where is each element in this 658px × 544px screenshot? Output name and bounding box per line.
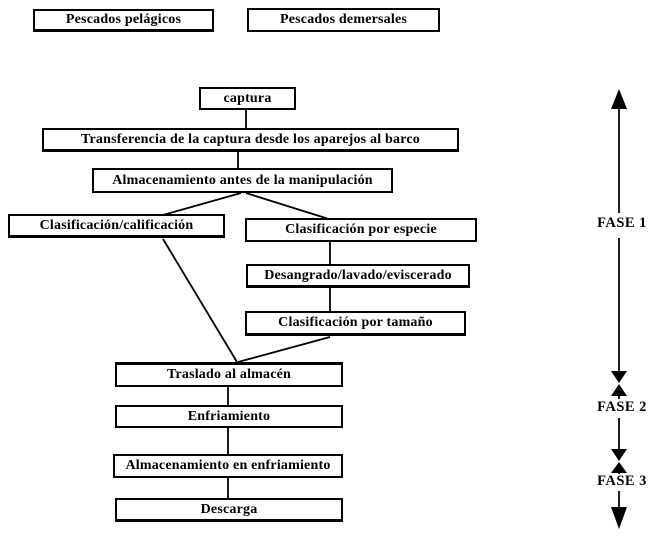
node-almacenamiento-enfriamiento: Almacenamiento en enfriamiento — [113, 454, 343, 478]
node-captura: captura — [199, 87, 296, 110]
legend-pescados-pelagicos: Pescados pelágicos — [33, 9, 214, 32]
node-clasificacion-especie: Clasificación por especie — [245, 218, 477, 242]
phase-divider-1-icon — [611, 384, 627, 396]
phase-arrow — [611, 89, 627, 529]
node-clasificacion-calificacion: Clasificación/calificación — [8, 214, 225, 238]
legend-pescados-demersales: Pescados demersales — [247, 8, 440, 32]
phase-label-fase-1: FASE 1 — [590, 216, 654, 232]
node-transferencia: Transferencia de la captura desde los aparejos al barco — [42, 128, 459, 152]
node-desangrado: Desangrado/lavado/eviscerado — [246, 264, 470, 288]
node-almacenamiento-antes: Almacenamiento antes de la manipulación — [92, 168, 393, 193]
phase-divider-2-icon — [611, 449, 627, 461]
node-traslado: Traslado al almacén — [115, 362, 343, 387]
phase-label-fase-2: FASE 2 — [590, 400, 654, 416]
node-enfriamiento: Enfriamiento — [115, 405, 343, 428]
arrowhead-up-icon — [611, 89, 627, 109]
phase-divider-2-icon — [611, 462, 627, 473]
phase-divider-1-icon — [611, 371, 627, 383]
arrowhead-down-icon — [611, 507, 627, 529]
node-descarga: Descarga — [115, 498, 343, 522]
node-clasificacion-tamano: Clasificación por tamaño — [245, 311, 466, 336]
phase-label-fase-3: FASE 3 — [590, 474, 654, 490]
